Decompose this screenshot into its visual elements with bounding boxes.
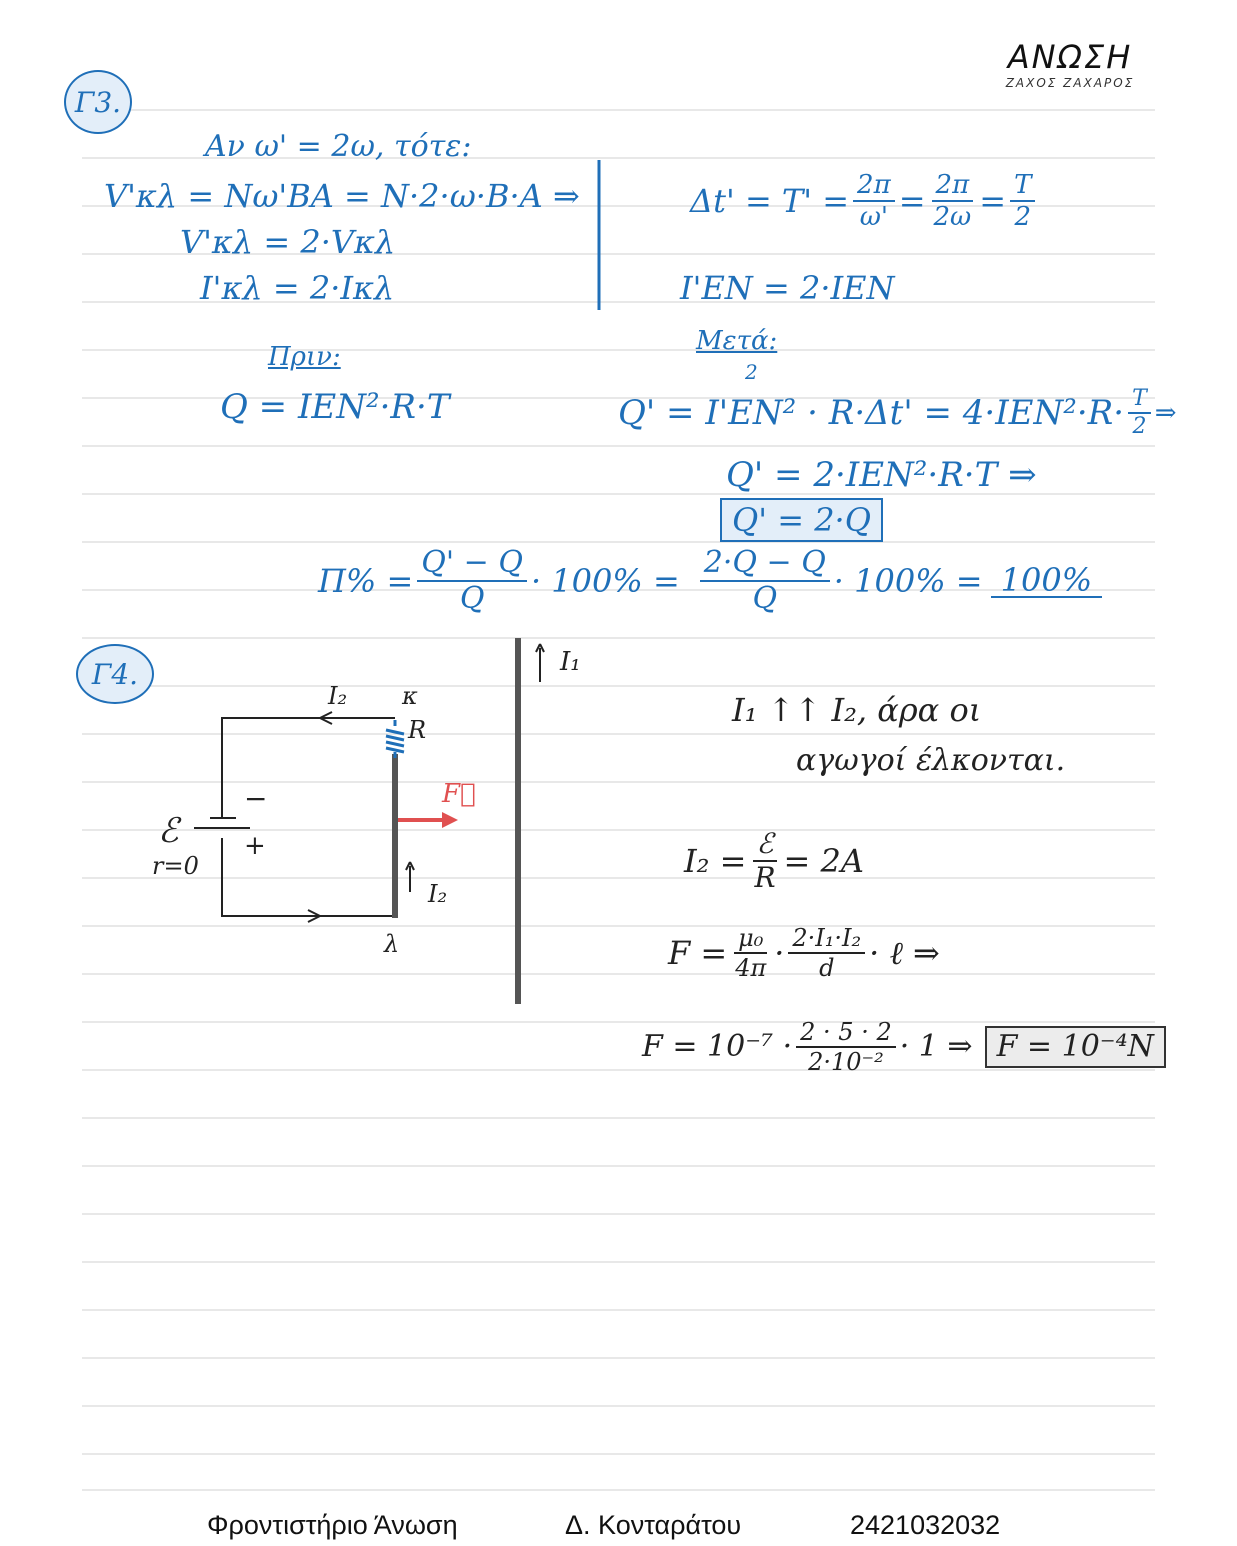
equals-sign: = — [898, 182, 926, 220]
implies-sign: ⇒ — [1154, 398, 1177, 428]
frac-den: 2ω — [933, 202, 972, 232]
calc-frac — [796, 1020, 896, 1074]
label-force: F⃗ — [442, 779, 476, 809]
force-frac1 — [731, 926, 770, 980]
label-side-current: I₂ — [428, 880, 448, 908]
force-dot: · — [774, 934, 785, 972]
label-node-k: κ — [402, 682, 418, 710]
g3-period-lhs: Δt' = T' = — [690, 182, 850, 220]
frac-den: R — [754, 861, 776, 894]
g3-before-formula: Q = IEN²·R·T — [220, 387, 450, 427]
g4-current-eq — [684, 827, 864, 894]
frac-num: 2π — [932, 172, 974, 202]
g3-divider — [590, 158, 610, 314]
percent-end: · 100% = — [833, 562, 983, 600]
label-minus: − — [244, 782, 268, 815]
label-wire-current: I₁ — [560, 647, 581, 677]
g4-force-eq — [668, 926, 940, 980]
frac-den: Q — [459, 581, 485, 616]
frac-num: T — [1010, 172, 1035, 202]
current-frac — [750, 827, 779, 894]
frac-den: d — [819, 954, 835, 982]
g3-period-frac1 — [853, 172, 895, 230]
g3-period-frac3 — [1010, 172, 1035, 230]
label-resistor: R — [408, 716, 427, 744]
frac-den: ω' — [859, 202, 889, 232]
g4-statement-line2: αγωγοί έλκονται. — [796, 743, 1066, 778]
calc-end: · 1 ⇒ — [899, 1029, 973, 1064]
formula-text: Q' = I'EN² · R·Δt' = 4·IEN²·R· — [618, 393, 1125, 433]
equals-sign: = — [979, 182, 1007, 220]
frac-num: T — [1128, 388, 1151, 414]
frac-num: ℰ — [753, 830, 778, 862]
current-result: = 2A — [783, 842, 864, 880]
percent-mid: · 100% = — [530, 562, 680, 600]
footer-school: Φροντιστήριο Άνωση — [207, 1510, 458, 1540]
current-lhs: I₂ = — [684, 842, 747, 880]
frac-num: 2·Q − Q — [700, 548, 830, 582]
g3-right-line2: I'EN = 2·IEN — [680, 269, 895, 307]
force-lhs: F = — [668, 934, 728, 972]
force-frac2 — [788, 926, 865, 980]
frac-den: Q — [752, 581, 778, 616]
section-label-g3: Γ3. — [74, 85, 122, 119]
percent-frac2 — [700, 545, 830, 616]
footer-teacher: Δ. Κονταράτου — [565, 1510, 742, 1540]
g3-after-label: Μετά: — [696, 326, 778, 356]
g3-percent-line — [318, 545, 1102, 616]
g3-result-box: Q' = 2·Q — [720, 498, 883, 542]
force-arrowhead — [442, 812, 458, 828]
percent-result: 100% — [991, 564, 1102, 598]
logo-name: ΑΝΩΣΗ — [1007, 38, 1133, 76]
footer-phone: 2421032032 — [850, 1510, 1001, 1540]
frac-num: μ₀ — [734, 926, 767, 954]
section-badge-g3 — [64, 70, 132, 134]
frac-den: 2 — [1132, 414, 1147, 439]
percent-frac1 — [417, 545, 527, 616]
frac-den: 2·10⁻² — [808, 1048, 884, 1076]
frac-den: 2 — [1014, 202, 1031, 232]
g3-before-label: Πριν: — [268, 342, 341, 372]
g3-condition: Αν ω' = 2ω, τότε: — [205, 129, 472, 164]
label-emf: ℰ — [158, 811, 179, 851]
g3-left-line3: I'κλ = 2·Iκλ — [200, 269, 395, 307]
g4-calc-eq — [642, 1020, 1166, 1074]
g4-statement-line1: I₁ ↑↑ I₂, άρα οι — [732, 691, 982, 729]
frac-num: 2·I₁·I₂ — [788, 926, 865, 954]
g3-left-line2: V'κλ = 2·Vκλ — [180, 223, 396, 261]
frac-num: 2 · 5 · 2 — [796, 1020, 896, 1048]
resistor-coil — [386, 720, 404, 758]
label-node-l: λ — [384, 930, 400, 958]
percent-lhs: Π% = — [318, 562, 414, 600]
g3-after-formula1 — [618, 388, 1177, 438]
force-end: · ℓ ⇒ — [869, 934, 940, 972]
calc-lhs: F = 10⁻⁷ · — [642, 1029, 793, 1064]
g3-after-frac — [1128, 388, 1151, 438]
label-internal-r: r=0 — [152, 852, 199, 880]
frac-num: 2π — [853, 172, 895, 202]
label-top-current: I₂ — [328, 682, 348, 710]
logo-subtitle: ΖΑΧΟΣ ΖΑΧΑΡΟΣ — [1005, 76, 1135, 90]
g3-after-note: 2 — [745, 360, 758, 384]
label-plus: + — [244, 831, 266, 861]
circuit-diagram — [140, 630, 620, 1020]
frac-den: 4π — [735, 954, 767, 982]
calc-result-box: F = 10⁻⁴N — [985, 1026, 1166, 1068]
g3-left-line1: V'κλ = Nω'BA = N·2·ω·B·A ⇒ — [104, 177, 580, 215]
brand-logo — [985, 38, 1155, 90]
g3-period-frac2 — [930, 172, 976, 230]
g3-right-line1 — [690, 172, 1039, 230]
g3-after-formula2: Q' = 2·IEN²·R·T ⇒ — [726, 455, 1037, 495]
section-label-g4: Γ4. — [91, 657, 139, 691]
frac-num: Q' − Q — [417, 548, 527, 582]
